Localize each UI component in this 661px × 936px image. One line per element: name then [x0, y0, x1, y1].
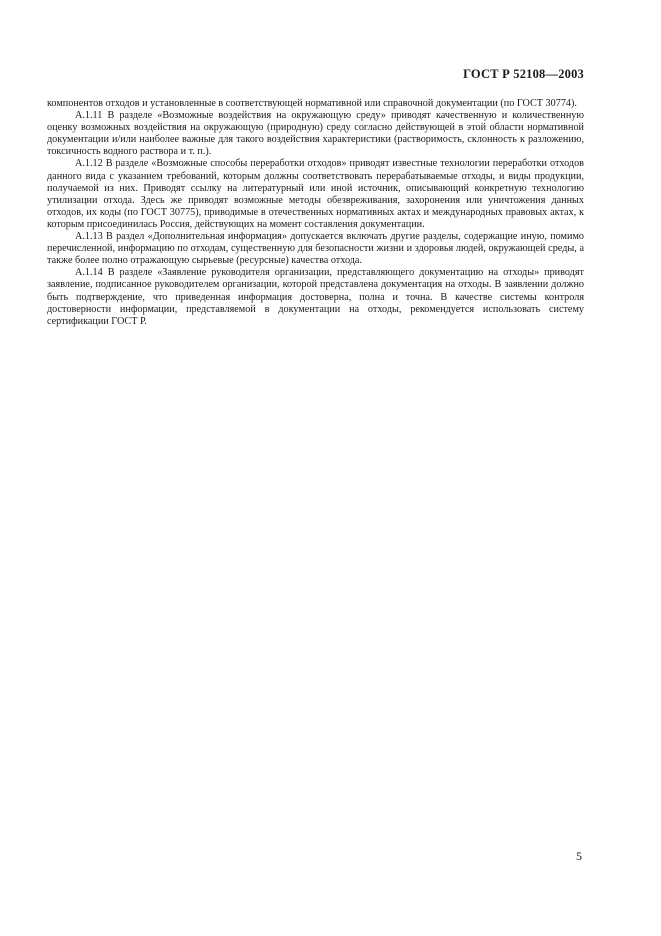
paragraph-continuation: компонентов отходов и установленные в соответствующей нормативной или справочной документации (по ГОСТ 30774). — [47, 98, 577, 109]
paragraph-a-1-13: А.1.13 В раздел «Дополнительная информация» допускается включать другие разделы, содержащие иную, помимо перечисленной, информацию по отходам, существенную для безопасности жизни и здоровья людей, окружающей среды, а также более полно отражающую сырьевые (ресурсные) качества отхода. — [47, 231, 584, 267]
page-header-standard-id: ГОСТ Р 52108—2003 — [463, 67, 584, 81]
document-body — [47, 98, 584, 328]
paragraph-a-1-14: А.1.14 В разделе «Заявление руководителя организации, представляющего документацию на отходы» приводят заявление, подписанное руководителем организации, которой представлена документация на отходы. В заявлении должно быть подтверждение, что приведенная информация достоверна, полна и точна. В качестве системы контроля достоверности информации, представляемой в документации на отходы, рекомендуется использовать систему сертификации ГОСТ Р. — [47, 267, 584, 327]
paragraph-a-1-11: А.1.11 В разделе «Возможные воздействия на окружающую среду» приводят качественную и количественную оценку возможных воздействия на окружающую (природную) среду согласно действующей в этой области нормативной документации и/или наиболее важные для такого воздействия характеристики (растворимость, склонность к разложению, токсичность водного раствора и т. п.). — [47, 110, 584, 158]
page-number: 5 — [576, 849, 582, 863]
paragraph-a-1-12: А.1.12 В разделе «Возможные способы переработки отходов» приводят известные технологии переработки отходов данного вида с указанием требований, которым должны соответствовать перерабатываемые отходы, и виды продукции, получаемой из них. Приводят ссылку на литературный или иной источник, описывающий конкретную технологию утилизации отхода. Здесь же приводят возможные методы обезвреживания, захоронения или уничтожения данных отходов, их коды (по ГОСТ 30775), приводимые в отечественных нормативных актах и международных правовых актах, к которым присоединилась Россия, действующих на момент составления документации. — [47, 158, 584, 230]
